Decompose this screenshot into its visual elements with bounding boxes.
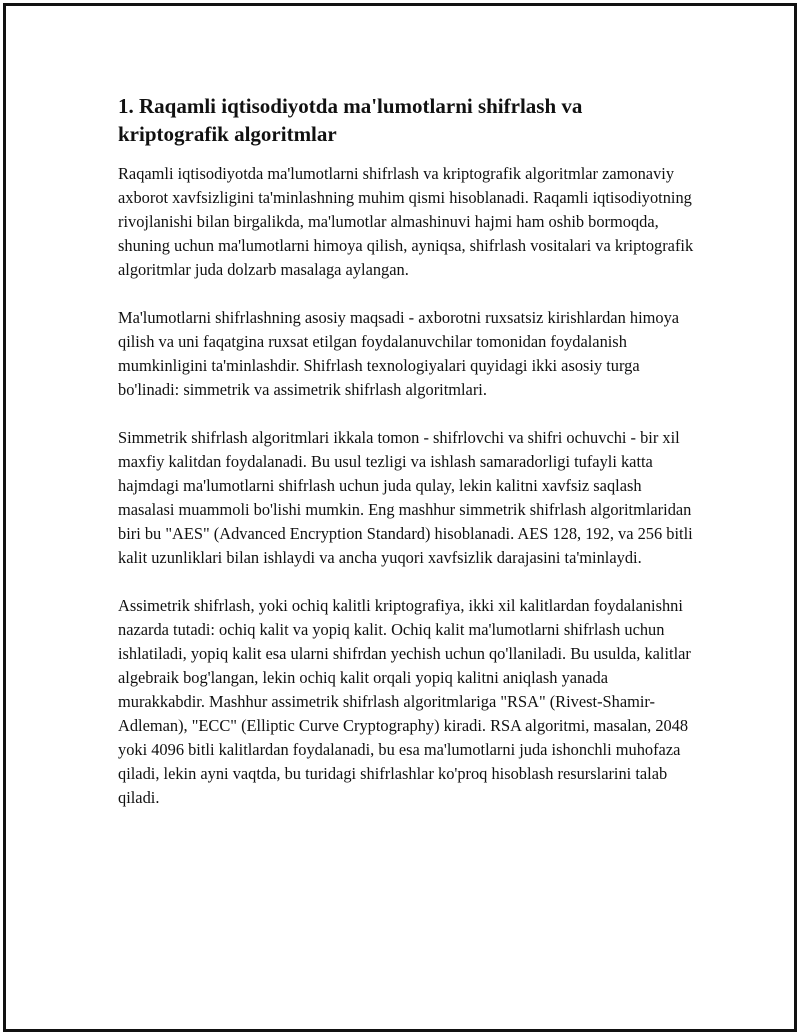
paragraph-symmetric: Simmetrik shifrlash algoritmlari ikkala tomon - shifrlovchi va shifri ochuvchi - bir xil maxfiy kalitdan foydalanadi. Bu usul tezligi va ishlash samaradorligi tufayli katta hajmdagi ma'lumotlarni shifrlash uchun juda qulay, lekin kalitni xavfsiz saqlash masalasi muammoli bo'lishi mumkin. Eng mashhur simmetrik shifrlash algoritmlaridan biri bu "AES" (Advanced Encryption Standard) hisoblanadi. AES 128, 192, va 256 bitli kalit uzunliklari bilan ishlaydi va ancha yuqori xavfsizlik darajasini ta'minlaydi. bbox=[118, 428, 693, 567]
section-heading: 1. Raqamli iqtisodiyotda ma'lumotlarni shifrlash va kriptografik algoritmlar bbox=[118, 94, 583, 146]
paragraph-intro: Raqamli iqtisodiyotda ma'lumotlarni shifrlash va kriptografik algoritmlar zamonaviy axborot xavfsizligini ta'minlashning muhim qismi hisoblanadi. Raqamli iqtisodiyotning rivojlanishi bilan birgalikda, ma'lumotlar almashinuvi hajmi ham oshib bormoqda, shuning uchun ma'lumotlarni himoya qilish, ayniqsa, shifrlash vositalari va kriptografik algoritmlar juda dolzarb masalaga aylangan. bbox=[118, 164, 694, 279]
document-body bbox=[118, 92, 698, 810]
paragraph-purpose: Ma'lumotlarni shifrlashning asosiy maqsadi - axborotni ruxsatsiz kirishlardan himoya qilish va uni faqatgina ruxsat etilgan foydalanuvchilar tomonidan foydalanish mumkinligini ta'minlashdir. Shifrlash texnologiyalari quyidagi ikki asosiy turga bo'linadi: simmetrik va assimetrik shifrlash algoritmlari. bbox=[118, 308, 680, 399]
paragraph-asymmetric: Assimetrik shifrlash, yoki ochiq kalitli kriptografiya, ikki xil kalitlardan foydalanishni nazarda tutadi: ochiq kalit va yopiq kalit. Ochiq kalit ma'lumotlarni shifrlash uchun ishlatiladi, yopiq kalit esa ularni shifrdan yechish uchun qo'llaniladi. Bu usulda, kalitlar algebraik bog'langan, lekin ochiq kalit orqali yopiq kalitni aniqlash yanada murakkabdir. Mashhur assimetrik shifrlash algoritmlariga "RSA" (Rivest-Shamir-Adleman), "ECC" (Elliptic Curve Cryptography) kiradi. RSA algoritmi, masalan, 2048 yoki 4096 bitli kalitlardan foydalanadi, bu esa ma'lumotlarni juda ishonchli muhofaza qiladi, lekin ayni vaqtda, bu turidagi shifrlashlar ko'proq hisoblash resurslarini talab qiladi. bbox=[118, 596, 691, 807]
